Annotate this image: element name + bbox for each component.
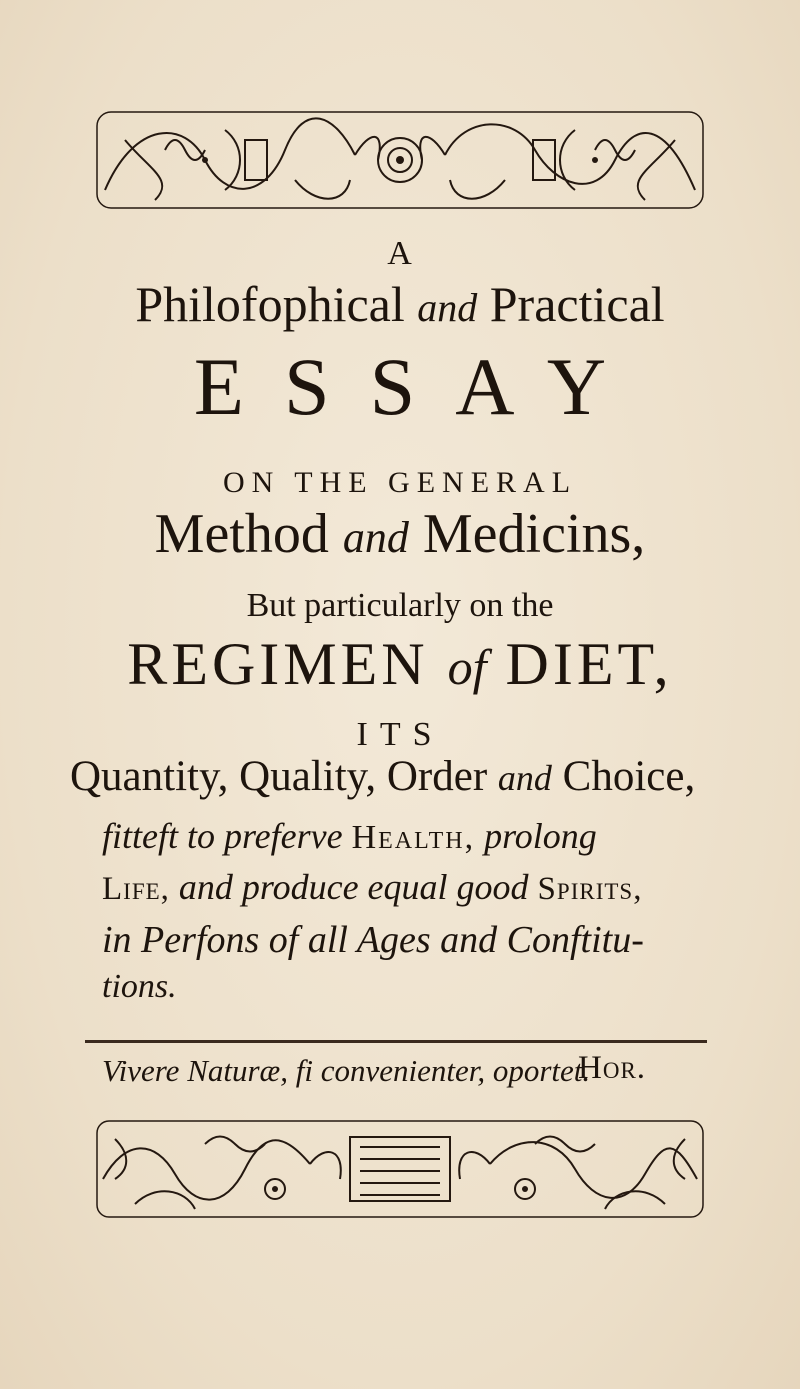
subtitle-line-2 <box>102 815 782 857</box>
title-on-the-general: ON THE GENERAL <box>222 466 578 499</box>
subtitle-choice: Choice, <box>562 753 696 800</box>
title-word-and: and <box>417 285 478 330</box>
title-word-method: Method <box>154 503 329 565</box>
subtitle-and: and <box>497 758 552 798</box>
title-article: A <box>387 235 413 272</box>
subtitle-spirits: Spirits, <box>537 871 643 907</box>
bottom-ornament-tailpiece <box>95 1119 705 1219</box>
title-but-particularly: But particularly on the <box>246 587 554 624</box>
title-word-and-2: and <box>342 513 409 562</box>
subtitle-line-3 <box>102 866 782 908</box>
motto-attribution: Hor. <box>578 1050 647 1086</box>
subtitle-health: Health, <box>351 819 476 856</box>
subtitle-prolong: prolong <box>484 816 597 856</box>
subtitle-life: Life, <box>102 871 170 907</box>
top-ornament-headpiece <box>95 110 705 210</box>
title-line-philofophical <box>0 275 800 333</box>
scroll-ornament-icon <box>95 110 705 210</box>
title-essay: ESSAY <box>193 341 647 432</box>
subtitle-produce-equal-good: and produce equal good <box>178 867 529 907</box>
title-its: ITS <box>356 716 444 753</box>
title-line-method <box>0 502 800 566</box>
title-word-medicins: Medicins, <box>422 503 646 565</box>
subtitle-fitteft-to-preferve: fitteft to preferve <box>102 816 343 856</box>
subtitle-line-1 <box>70 752 750 801</box>
foliage-ornament-icon <box>95 1119 705 1219</box>
subtitle-line-4: in Perfons of all Ages and Conftitu- <box>102 919 644 961</box>
title-word-practical: Practical <box>489 276 665 332</box>
motto-text: Vivere Naturæ, fi convenienter, oportet. <box>102 1053 591 1088</box>
title-word-of: of <box>447 639 487 695</box>
title-word-diet: DIET, <box>505 631 673 697</box>
subtitle-line-5: tions. <box>102 968 177 1005</box>
horizontal-rule <box>85 1040 707 1043</box>
title-word-philofophical: Philofophical <box>135 276 405 332</box>
title-line-regimen <box>0 630 800 699</box>
subtitle-quantity-quality-order: Quantity, Quality, Order <box>70 753 488 800</box>
title-word-regimen: REGIMEN <box>127 631 429 697</box>
